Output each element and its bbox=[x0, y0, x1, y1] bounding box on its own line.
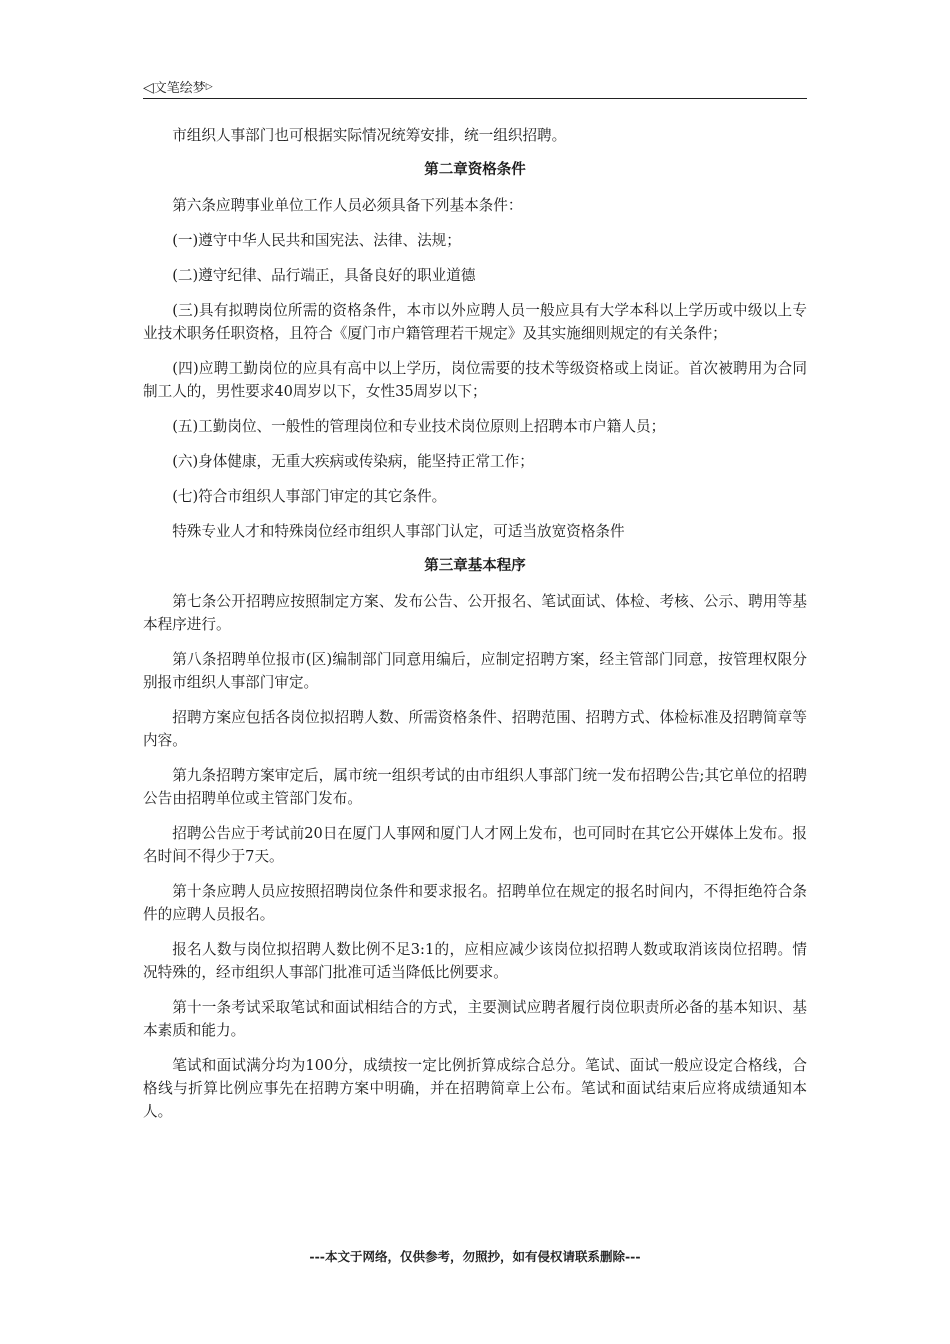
paragraph: 特殊专业人才和特殊岗位经市组织人事部门认定，可适当放宽资格条件 bbox=[172, 523, 625, 540]
page-footer: ---本文于网络，仅供参考，勿照抄，如有侵权请联系删除--- bbox=[309, 1249, 641, 1264]
paragraph: 第七条公开招聘应按照制定方案、发布公告、公开报名、笔试面试、体检、考核、公示、聘用等基本程序进行。 bbox=[143, 593, 807, 633]
paragraph: 招聘公告应于考试前20日在厦门人事网和厦门人才网上发布，也可同时在其它公开媒体上发布。报名时间不得少于7天。 bbox=[143, 825, 807, 865]
paragraph: 招聘方案应包括各岗位拟招聘人数、所需资格条件、招聘范围、招聘方式、体检标准及招聘简章等内容。 bbox=[143, 709, 807, 749]
paragraph: 第九条招聘方案审定后，属市统一组织考试的由市组织人事部门统一发布招聘公告;其它单位的招聘公告由招聘单位或主管部门发布。 bbox=[143, 767, 807, 807]
paragraph: (四)应聘工勤岗位的应具有高中以上学历，岗位需要的技术等级资格或上岗证。首次被聘用为合同制工人的，男性要求40周岁以下，女性35周岁以下； bbox=[143, 360, 807, 400]
paragraph: (二)遵守纪律、品行端正，具备良好的职业道德 bbox=[172, 267, 476, 284]
paragraph: (六)身体健康，无重大疾病或传染病，能坚持正常工作； bbox=[172, 453, 534, 470]
paragraph: (七)符合市组织人事部门审定的其它条件。 bbox=[172, 488, 447, 505]
chapter-heading: 第三章基本程序 bbox=[424, 558, 526, 574]
paragraph: 第十一条考试采取笔试和面试相结合的方式，主要测试应聘者履行岗位职责所必备的基本知识、基本素质和能力。 bbox=[143, 999, 807, 1039]
page-header bbox=[143, 76, 807, 99]
paragraph: 报名人数与岗位拟招聘人数比例不足3:1的，应相应减少该岗位拟招聘人数或取消该岗位招聘。情况特殊的，经市组织人事部门批准可适当降低比例要求。 bbox=[143, 941, 807, 981]
brand-name: 文笔绘梦 bbox=[153, 81, 206, 96]
paragraph: (一)遵守中华人民共和国宪法、法律、法规； bbox=[172, 232, 461, 249]
paragraph: 第六条应聘事业单位工作人员必须具备下列基本条件： bbox=[172, 197, 523, 214]
paragraph: (五)工勤岗位、一般性的管理岗位和专业技术岗位原则上招聘本市户籍人员； bbox=[172, 418, 666, 435]
paragraph: 第八条招聘单位报市(区)编制部门同意用编后，应制定招聘方案，经主管部门同意，按管理权限分别报市组织人事部门审定。 bbox=[143, 651, 807, 691]
left-triangle-icon: ◁ bbox=[143, 80, 154, 96]
header-brand bbox=[143, 77, 213, 96]
chapter-heading: 第二章资格条件 bbox=[424, 162, 526, 178]
paragraph: 第十条应聘人员应按照招聘岗位条件和要求报名。招聘单位在规定的报名时间内，不得拒绝符合条件的应聘人员报名。 bbox=[143, 883, 807, 923]
right-triangle-icon: ▷ bbox=[205, 82, 213, 92]
paragraph: 笔试和面试满分均为100分，成绩按一定比例折算成综合总分。笔试、面试一般应设定合格线，合格线与折算比例应事先在招聘方案中明确，并在招聘简章上公布。笔试和面试结束后应将成绩通知本人。 bbox=[143, 1057, 807, 1120]
paragraph: 市组织人事部门也可根据实际情况统筹安排，统一组织招聘。 bbox=[172, 127, 567, 144]
paragraph: (三)具有拟聘岗位所需的资格条件，本市以外应聘人员一般应具有大学本科以上学历或中级以上专业技术职务任职资格，且符合《厦门市户籍管理若干规定》及其实施细则规定的有关条件； bbox=[143, 302, 807, 342]
document-body bbox=[143, 124, 807, 1135]
